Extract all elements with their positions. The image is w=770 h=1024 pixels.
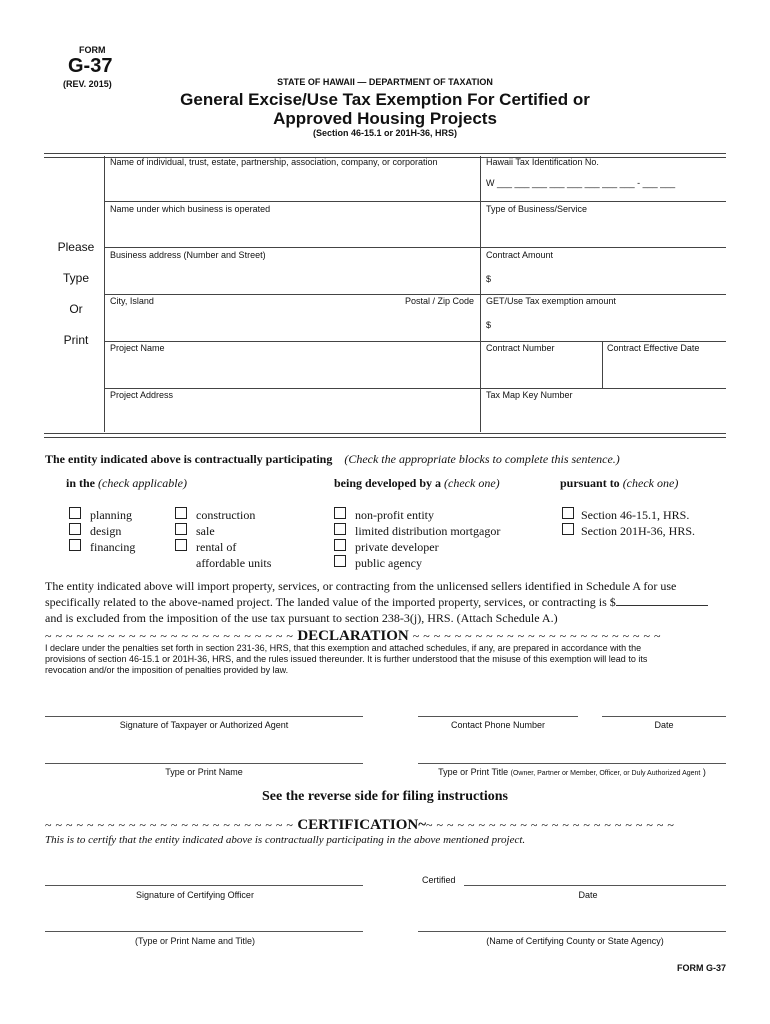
form-title (0, 90, 770, 128)
col1-header-text: in the (66, 476, 96, 490)
agency-name-line[interactable] (418, 931, 726, 932)
declaration-line3: revocation and/or the imposition of penalties provided by law. (45, 665, 289, 675)
exemption-amount-label: GET/Use Tax exemption amount (486, 296, 616, 306)
certification-tildes-left: ~ ~ ~ ~ ~ ~ ~ ~ ~ ~ ~ ~ ~ ~ ~ ~ ~ ~ ~ ~ ~ ~ ~ ~ (45, 818, 294, 832)
import-line3: and is excluded from the imposition of the use tax pursuant to section 238-3(j), HRS. (Attach Schedule A.) (45, 611, 558, 625)
rental-label: rental of (196, 540, 237, 554)
date-line[interactable] (602, 716, 726, 717)
private-developer-label: private developer (355, 540, 439, 554)
officer-signature-label: Signature of Certifying Officer (136, 890, 254, 900)
import-line1: The entity indicated above will import property, services, or contracting from the unlicensed sellers identified in Schedule A for use (45, 579, 677, 593)
phone-label: Contact Phone Number (450, 720, 546, 730)
grid-row-line (104, 388, 480, 389)
exemption-amount-dollar: $ (486, 320, 492, 330)
import-line2-wrap (45, 594, 729, 610)
landed-value-field[interactable] (616, 594, 708, 606)
form-revision: (REV. 2015) (63, 79, 112, 89)
declaration-line1: I declare under the penalties set forth in section 231-36, HRS, that this exemption and attached schedules, if any, are prepared in accordance with the (45, 643, 642, 653)
tax-id-field[interactable] (486, 157, 724, 199)
agency-name-label: (Name of Certifying County or State Agency) (486, 936, 664, 946)
grid-bottom-double-rule (44, 433, 726, 438)
contract-amount-label: Contract Amount (486, 250, 554, 260)
grid-contract-divider (602, 341, 603, 388)
section-201h-label: Section 201H-36, HRS. (581, 524, 695, 538)
grid-row-line (104, 294, 480, 295)
contract-amount-field[interactable] (486, 250, 724, 292)
affordable-units-label: affordable units (196, 556, 272, 570)
declaration-tildes-right: ~ ~ ~ ~ ~ ~ ~ ~ ~ ~ ~ ~ ~ ~ ~ ~ ~ ~ ~ ~ ~ ~ ~ ~ (412, 629, 662, 643)
print-name-label: Type or Print Name (165, 767, 243, 777)
public-agency-label: public agency (355, 556, 422, 570)
tax-id-field-label: Hawaii Tax Identification No. (486, 157, 599, 167)
sidebar-print: Print (63, 333, 89, 347)
name-field[interactable] (110, 157, 476, 199)
col1-header (66, 476, 187, 491)
sidebar-please: Please (57, 240, 95, 254)
certified-date-label: Date (578, 890, 598, 900)
design-label: design (90, 524, 122, 538)
exemption-amount-field[interactable] (486, 296, 724, 338)
officer-name-line[interactable] (45, 931, 363, 932)
grid-row-line (104, 247, 480, 248)
certification-heading-row (45, 816, 729, 834)
sale-checkbox[interactable] (175, 523, 187, 535)
taxpayer-signature-line[interactable] (45, 716, 363, 717)
financing-checkbox[interactable] (69, 539, 81, 551)
private-developer-checkbox[interactable] (334, 539, 346, 551)
certification-tildes-right: ~ ~ ~ ~ ~ ~ ~ ~ ~ ~ ~ ~ ~ ~ ~ ~ ~ ~ ~ ~ ~ ~ ~ ~ (426, 818, 675, 832)
planning-label: planning (90, 508, 132, 522)
city-field[interactable] (110, 296, 390, 338)
project-name-label: Project Name (110, 343, 165, 353)
participation-lead-text: The entity indicated above is contractually participating (45, 452, 333, 466)
contract-amount-dollar: $ (486, 274, 492, 284)
sidebar-type: Type (62, 271, 89, 285)
form-subtitle: (Section 46-15.1 or 201H-36, HRS) (312, 128, 458, 138)
officer-signature-line[interactable] (45, 885, 363, 886)
business-name-label: Name under which business is operated (110, 204, 271, 214)
certification-heading: CERTIFICATION~ (297, 817, 426, 833)
phone-line[interactable] (418, 716, 578, 717)
address-label: Business address (Number and Street) (110, 250, 266, 260)
officer-name-label: (Type or Print Name and Title) (134, 936, 256, 946)
contract-date-field[interactable] (607, 343, 725, 385)
grid-row-line (104, 201, 480, 202)
grid-row-line (480, 294, 726, 295)
col4-header (560, 476, 678, 491)
form-title-line2: Approved Housing Projects (273, 109, 497, 128)
col3-header-note: (check one) (444, 476, 500, 490)
address-field[interactable] (110, 250, 476, 292)
agency-name: STATE OF HAWAII — DEPARTMENT OF TAXATION (277, 77, 493, 87)
sidebar-or: Or (69, 302, 83, 316)
certification-statement: This is to certify that the entity indicated above is contractually participating in the above mentioned project. (45, 834, 526, 846)
grid-row-line (104, 341, 480, 342)
participation-lead (45, 452, 620, 467)
import-line2: specifically related to the above-named project. The landed value of the imported property, services, or contracting is $ (45, 595, 616, 609)
declaration-line2: provisions of section 46-15.1 or 201H-36, HRS, and the rules issued thereunder. It is further understood that the misuse of this exemption will lead to its (45, 654, 648, 664)
limited-distribution-checkbox[interactable] (334, 523, 346, 535)
business-type-field[interactable] (486, 204, 724, 244)
business-type-label: Type of Business/Service (486, 204, 588, 214)
declaration-heading: DECLARATION (297, 628, 409, 644)
col4-header-text: pursuant to (560, 476, 620, 490)
tmk-field[interactable] (486, 390, 724, 430)
form-label: FORM (79, 45, 106, 55)
col1-header-note: (check applicable) (98, 476, 187, 490)
zip-field[interactable] (390, 296, 474, 338)
financing-label: financing (90, 540, 136, 554)
grid-row-line (480, 388, 726, 389)
limited-distribution-label: limited distribution mortgagor (355, 524, 501, 538)
col3-header (334, 476, 500, 491)
non-profit-label: non-profit entity (355, 508, 434, 522)
print-title-note: (Owner, Partner or Member, Officer, or Duly Authorized Agent (510, 770, 701, 777)
contract-date-label: Contract Effective Date (607, 343, 700, 353)
print-title-close: ) (702, 767, 706, 777)
taxpayer-signature-label: Signature of Taxpayer or Authorized Agent (119, 720, 289, 730)
col3-header-text: being developed by a (334, 476, 442, 490)
footer-form-number: FORM G-37 (676, 963, 726, 973)
public-agency-checkbox[interactable] (334, 555, 346, 567)
section-46-label: Section 46-15.1, HRS. (581, 508, 690, 522)
declaration-text (45, 643, 735, 676)
form-title-line1: General Excise/Use Tax Exemption For Certified or (180, 90, 590, 109)
grid-row-line (480, 247, 726, 248)
print-name-line[interactable] (45, 763, 363, 764)
grid-row-line (480, 201, 726, 202)
print-title-label: Type or Print Title (438, 767, 509, 777)
contract-number-label: Contract Number (486, 343, 555, 353)
project-address-field[interactable] (110, 390, 476, 430)
planning-checkbox[interactable] (69, 507, 81, 519)
name-field-label: Name of individual, trust, estate, partnership, association, company, or corporation (110, 157, 438, 167)
sale-label: sale (196, 524, 215, 538)
form-number: G-37 (68, 55, 113, 77)
reverse-side-note: See the reverse side for filing instructions (261, 789, 508, 804)
contract-number-field[interactable] (486, 343, 598, 385)
construction-label: construction (196, 508, 256, 522)
import-paragraph (45, 578, 729, 626)
rental-checkbox[interactable] (175, 539, 187, 551)
non-profit-checkbox[interactable] (334, 507, 346, 519)
section-46-checkbox[interactable] (562, 507, 574, 519)
tmk-label: Tax Map Key Number (486, 390, 573, 400)
project-name-field[interactable] (110, 343, 476, 385)
project-address-label: Project Address (110, 390, 174, 400)
print-title-label-row (418, 767, 726, 777)
city-label: City, Island (110, 296, 154, 306)
print-title-line[interactable] (418, 763, 726, 764)
design-checkbox[interactable] (69, 523, 81, 535)
tax-id-format: W ___ ___ ___ ___ ___ ___ ___ ___ - ___ ___ (486, 178, 676, 188)
zip-label: Postal / Zip Code (404, 296, 474, 306)
construction-checkbox[interactable] (175, 507, 187, 519)
certified-date-line[interactable] (464, 885, 726, 886)
col4-header-note: (check one) (622, 476, 679, 490)
section-201h-checkbox[interactable] (562, 523, 574, 535)
participation-lead-note: (Check the appropriate blocks to complete this sentence.) (344, 452, 620, 466)
certified-label: Certified (422, 875, 456, 885)
grid-row-line (480, 341, 726, 342)
business-name-field[interactable] (110, 204, 476, 244)
declaration-tildes-left: ~ ~ ~ ~ ~ ~ ~ ~ ~ ~ ~ ~ ~ ~ ~ ~ ~ ~ ~ ~ ~ ~ ~ ~ (45, 629, 294, 643)
date-label: Date (654, 720, 674, 730)
